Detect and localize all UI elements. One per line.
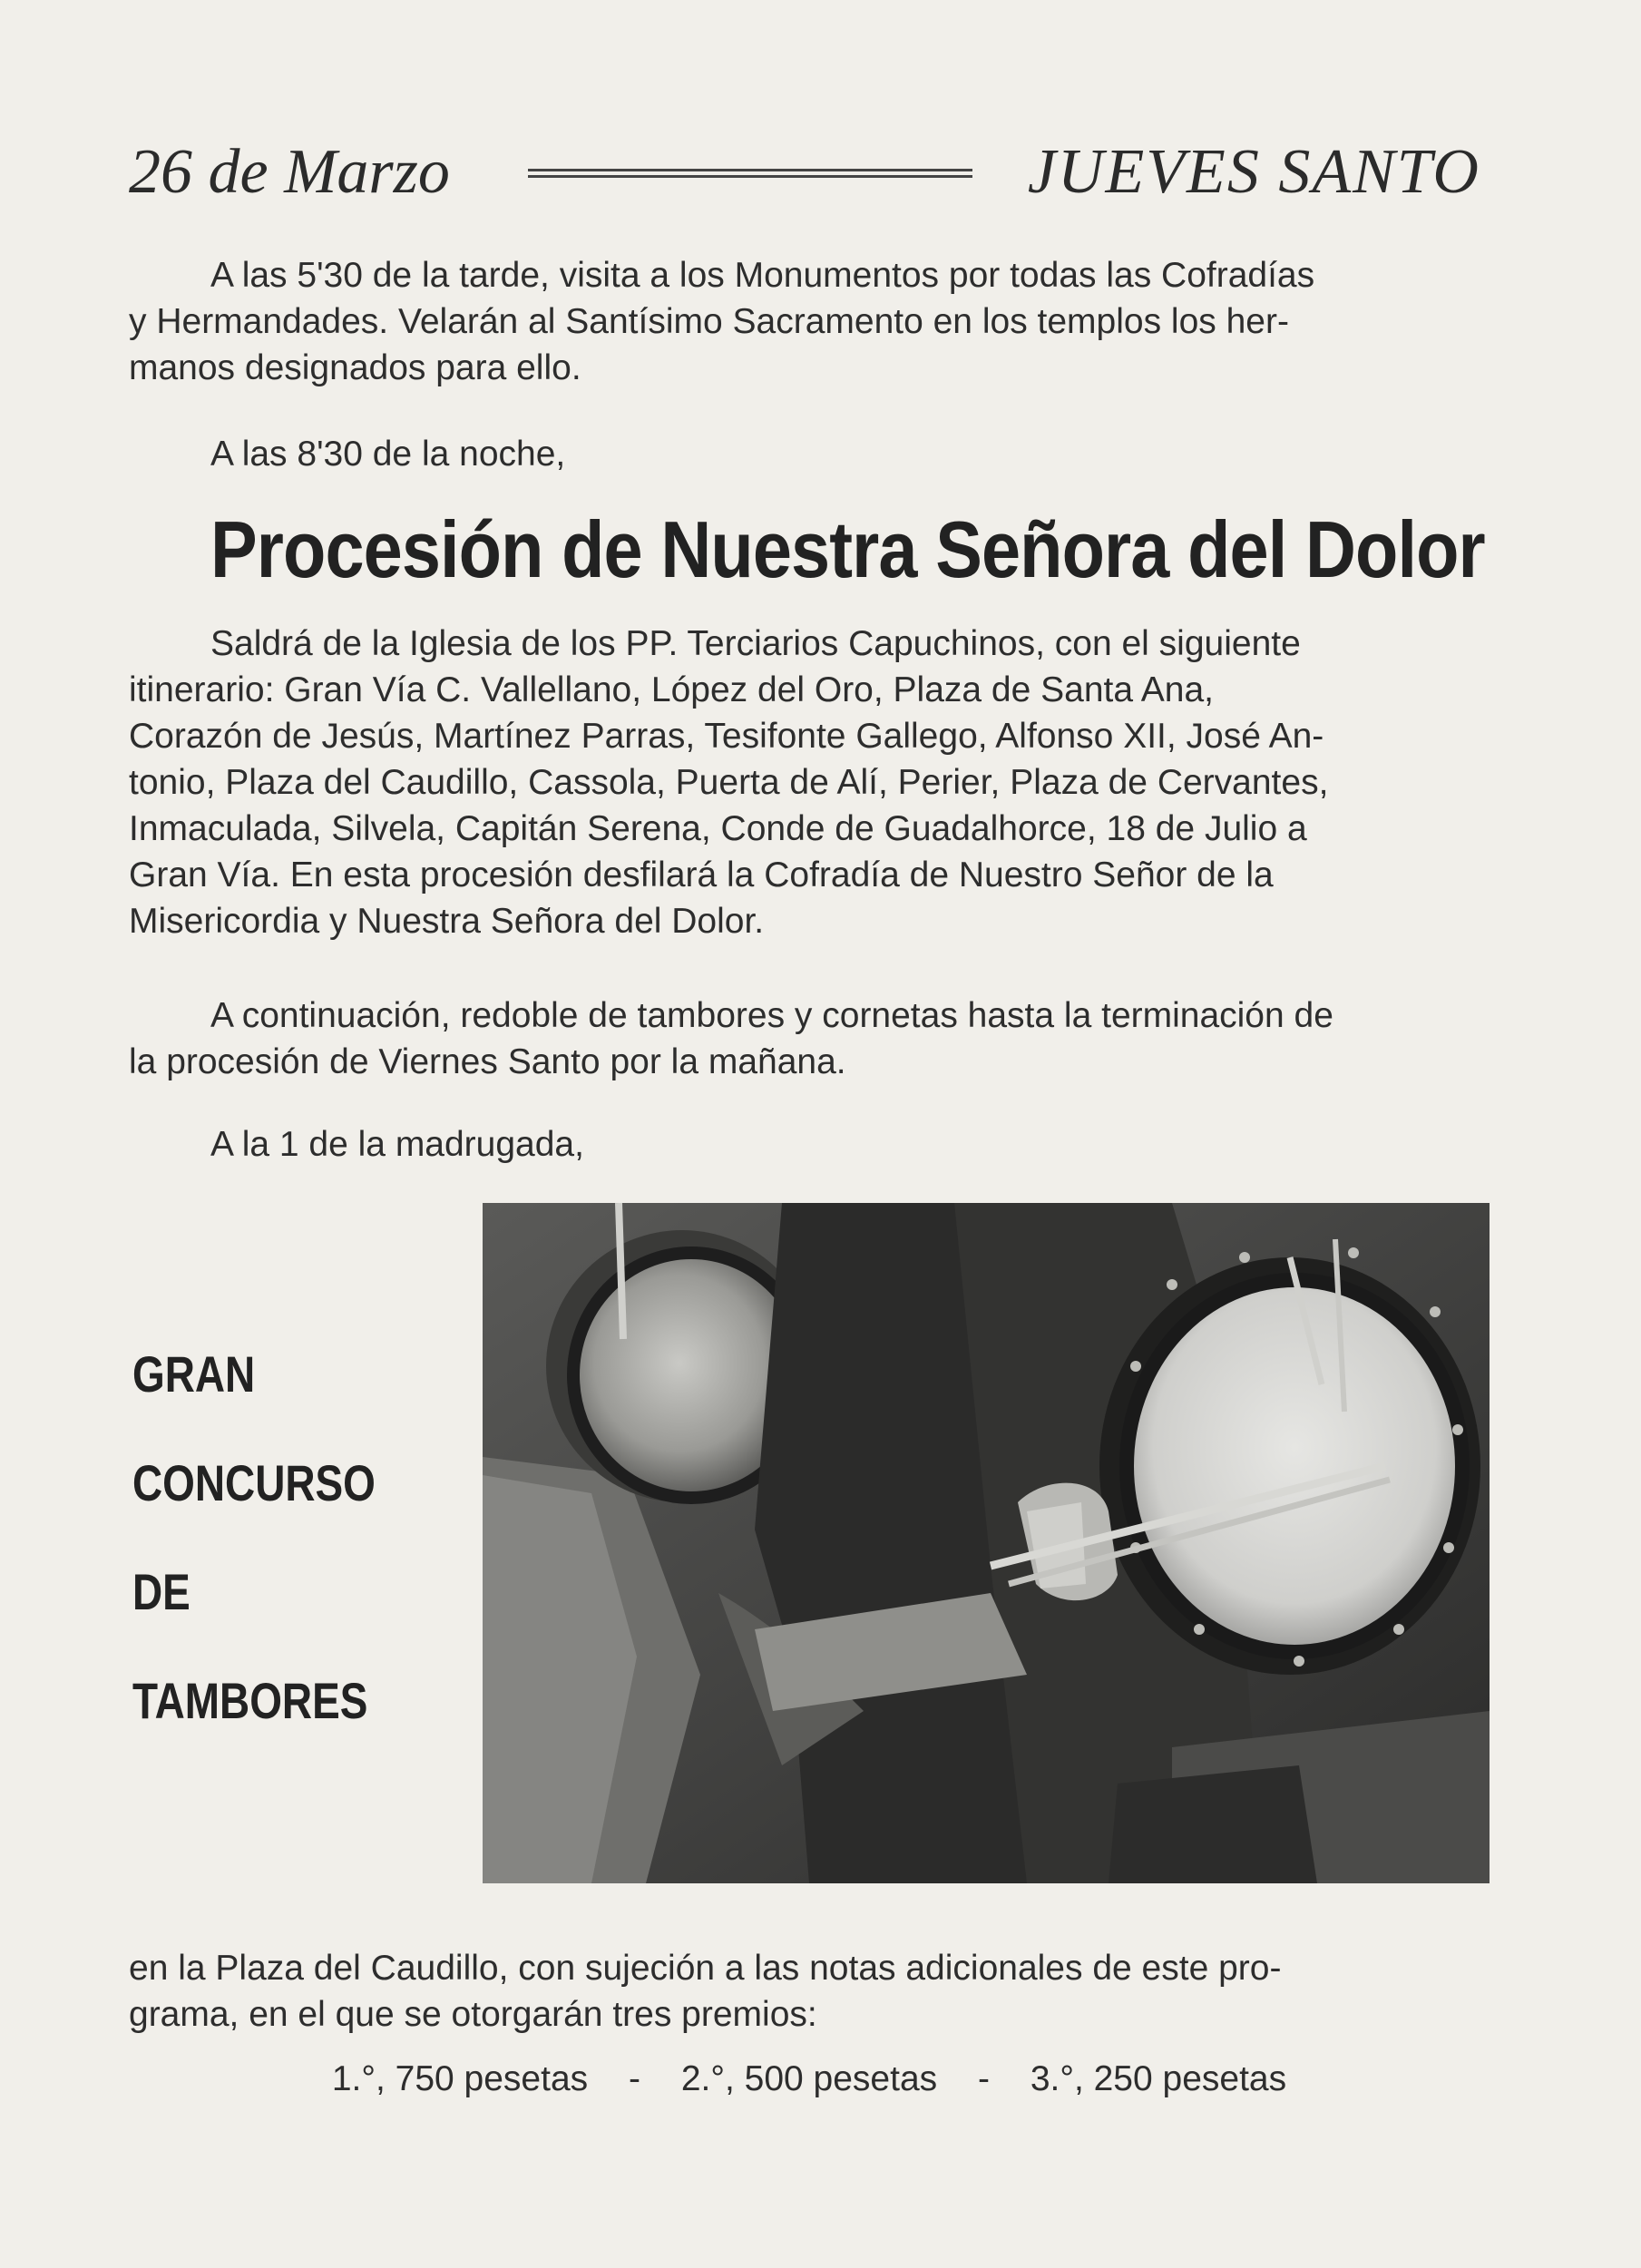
procession-title: Procesión de Nuestra Señora del Dolor <box>210 504 1485 594</box>
text-line: itinerario: Gran Vía C. Vallellano, López del Oro, Plaza de Santa Ana, <box>129 670 1214 709</box>
text-line: en la Plaza del Caudillo, con sujeción a las notas adicionales de este pro- <box>129 1949 1282 1988</box>
contest-heading-line: CONCURSO <box>132 1454 376 1511</box>
text-line: Gran Vía. En esta procesión desfilará la Cofradía de Nuestro Señor de la <box>129 855 1274 894</box>
text-line: A la 1 de la madrugada, <box>210 1125 584 1164</box>
contest-heading-line: DE <box>132 1563 190 1620</box>
text-line: tonio, Plaza del Caudillo, Cassola, Puerta de Alí, Perier, Plaza de Cervantes, <box>129 763 1329 802</box>
prize-third: 3.°, 250 pesetas <box>1030 2059 1287 2098</box>
contest-paragraph <box>129 1945 1490 2038</box>
header-day-title: JUEVES SANTO <box>1027 137 1480 207</box>
running-header <box>129 136 1480 209</box>
night-time-line <box>129 1121 1490 1168</box>
header-double-rule <box>528 169 972 178</box>
contest-heading-line: TAMBORES <box>132 1672 368 1729</box>
procession-itinerary <box>129 621 1490 944</box>
drummers-photo-illustration <box>483 1203 1490 1883</box>
prize-first: 1.°, 750 pesetas <box>331 2059 589 2098</box>
evening-time-line <box>129 431 1490 477</box>
text-line: la procesión de Viernes Santo por la mañana. <box>129 1042 846 1081</box>
continuation-paragraph <box>129 992 1490 1085</box>
text-line: Misericordia y Nuestra Señora del Dolor. <box>129 902 765 941</box>
contest-heading <box>132 1320 400 1755</box>
text-line: Corazón de Jesús, Martínez Parras, Tesifonte Gallego, Alfonso XII, José An- <box>129 717 1324 756</box>
text-line: A continuación, redoble de tambores y cornetas hasta la terminación de <box>210 996 1333 1035</box>
prize-second: 2.°, 500 pesetas <box>680 2059 938 2098</box>
prize-separator: - <box>629 2059 640 2098</box>
text-line: A las 8'30 de la noche, <box>210 435 566 474</box>
text-line: manos designados para ello. <box>129 348 581 387</box>
text-line: Inmaculada, Silvela, Capitán Serena, Conde de Guadalhorce, 18 de Julio a <box>129 809 1307 848</box>
text-line: Saldrá de la Iglesia de los PP. Terciarios Capuchinos, con el siguiente <box>210 624 1301 663</box>
drummers-photo <box>483 1203 1490 1883</box>
prizes-line <box>129 2059 1490 2099</box>
header-date: 26 de Marzo <box>129 137 450 207</box>
prize-separator: - <box>977 2059 990 2098</box>
text-line: A las 5'30 de la tarde, visita a los Monumentos por todas las Cofradías <box>210 256 1315 295</box>
text-line: y Hermandades. Velarán al Santísimo Sacramento en los templos los her- <box>129 302 1289 341</box>
contest-heading-line: GRAN <box>132 1345 256 1403</box>
text-line: grama, en el que se otorgarán tres premios: <box>129 1995 817 2034</box>
intro-paragraph <box>129 252 1490 391</box>
